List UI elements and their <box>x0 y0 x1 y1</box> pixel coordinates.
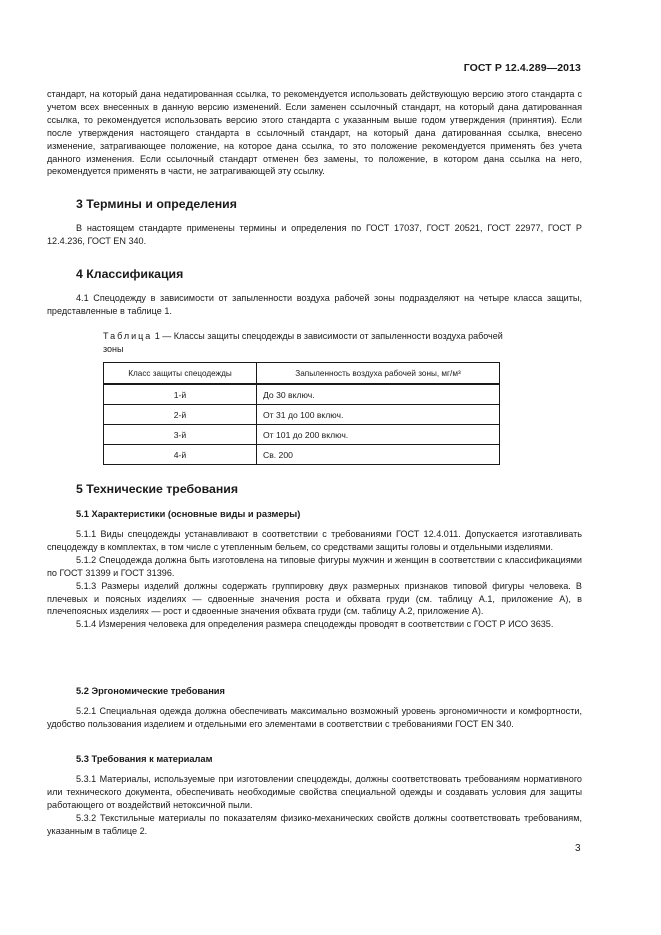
section-3 <box>47 196 582 212</box>
table-1-caption-text: 1 — Классы защиты спецодежды в зависимости от запыленности воздуха рабочей зоны <box>103 331 503 354</box>
subsection-5-1-body <box>47 528 582 631</box>
subsection-5-2-title: 5.2 Эргономические требования <box>76 686 225 696</box>
subsection-5-2 <box>47 685 582 697</box>
subsection-5-3-body <box>47 773 582 838</box>
table-row <box>104 405 500 425</box>
cell-dust: От 101 до 200 включ. <box>257 425 500 445</box>
col-header-class: Класс защиты спецодежды <box>104 363 257 385</box>
subsection-5-1-title: 5.1 Характеристики (основные виды и размеры) <box>76 509 301 519</box>
table-1-caption <box>103 330 523 355</box>
section-3-text: В настоящем стандарте применены термины и определения по ГОСТ 17037, ГОСТ 20521, ГОСТ 22977, ГОСТ Р 12.4.236, ГОСТ EN 340. <box>47 223 582 246</box>
page-number: 3 <box>575 843 581 854</box>
section-3-body <box>47 222 582 248</box>
col-header-dust: Запыленность воздуха рабочей зоны, мг/м³ <box>257 363 500 385</box>
document-header-id: ГОСТ Р 12.4.289—2013 <box>463 62 581 74</box>
table-row <box>104 445 500 465</box>
paragraph-5-1-1: 5.1.1 Виды спецодежды устанавливают в соответствии с требованиями ГОСТ 12.4.011. Допускается изготавливать спецодежду в комплектах, в том числе с утепленным бельем, со средствами защиты головы и отдельными изделиями. <box>47 529 582 552</box>
intro-paragraph: стандарт, на который дана недатированная ссылка, то рекомендуется использовать действующую версию этого стандарта с учетом всех внесенных в данную версию изменений. Если заменен ссылочный стандарт, на который дана датированная ссылка, то рекомендуется использовать версию этого стандарта с указанным выше годом утверждения (принятия). Если после утверждения настоящего стандарта в ссылочный стандарт, на который дана датированная ссылка, внесено изменение, затрагивающее положение, на которое дана ссылка, то это положение рекомендуется применять без учета данного изменения. Если ссылочный стандарт отменен без замены, то положение, в котором дана ссылка на него, рекомендуется применять в части, не затрагивающей эту ссылку. <box>47 89 582 177</box>
table-header-row <box>104 363 500 385</box>
subsection-5-1 <box>47 508 582 520</box>
paragraph-5-2-1: 5.2.1 Специальная одежда должна обеспечивать максимально возможный уровень эргономичности и комфортности, удобство пользования изделием и отдельными его элементами в соответствии с требованиями ГОСТ EN 340. <box>47 706 582 729</box>
section-4 <box>47 266 582 282</box>
subsection-5-3-title: 5.3 Требования к материалам <box>76 754 213 764</box>
paragraph-5-3-1: 5.3.1 Материалы, используемые при изготовлении спецодежды, должны соответствовать требованиям нормативного или технического документа, обеспечивать необходимые свойства специальной одежды и создавать условия для защиты работающего от воздействий нетоксичной пыли. <box>47 774 582 810</box>
intro-paragraph-block <box>47 88 582 178</box>
paragraph-5-1-4: 5.1.4 Измерения человека для определения размера спецодежды проводят в соответствии с ГОСТ Р ИСО 3635. <box>76 619 554 630</box>
cell-class: 1-й <box>104 384 257 405</box>
table-1 <box>103 362 500 465</box>
cell-class: 2-й <box>104 405 257 425</box>
section-5-title: 5 Технические требования <box>76 482 238 496</box>
table-1-caption-label: Таблица <box>103 331 153 341</box>
subsection-5-2-body <box>47 705 582 731</box>
section-4-body <box>47 292 582 318</box>
section-4-title: 4 Классификация <box>76 267 184 281</box>
cell-dust: Св. 200 <box>257 445 500 465</box>
section-4-text: 4.1 Спецодежду в зависимости от запыленности воздуха рабочей зоны подразделяют на четыре класса защиты, представленные в таблице 1. <box>47 293 582 316</box>
section-3-title: 3 Термины и определения <box>76 197 237 211</box>
cell-class: 4-й <box>104 445 257 465</box>
table-row <box>104 425 500 445</box>
cell-dust: До 30 включ. <box>257 384 500 405</box>
cell-dust: От 31 до 100 включ. <box>257 405 500 425</box>
subsection-5-3 <box>47 753 582 765</box>
table-row <box>104 384 500 405</box>
cell-class: 3-й <box>104 425 257 445</box>
paragraph-5-1-3: 5.1.3 Размеры изделий должны содержать группировку двух размерных признаков типовой фигуры человека. В плечевых и поясных изделиях — сдвоенные значения роста и обхвата груди (см. таблицу А.1, приложение А), в плечепоясных изделиях — рост и сдвоенные значения обхвата груди (см. таблицу А.2, приложение А). <box>47 580 582 617</box>
paragraph-5-3-2: 5.3.2 Текстильные материалы по показателям физико-механических свойств должны соответствовать требованиям, указанным в таблице 2. <box>47 812 582 836</box>
section-5 <box>47 481 582 497</box>
paragraph-5-1-2: 5.1.2 Спецодежда должна быть изготовлена на типовые фигуры мужчин и женщин в соответствии с классификациями по ГОСТ 31399 и ГОСТ 31396. <box>47 554 582 578</box>
